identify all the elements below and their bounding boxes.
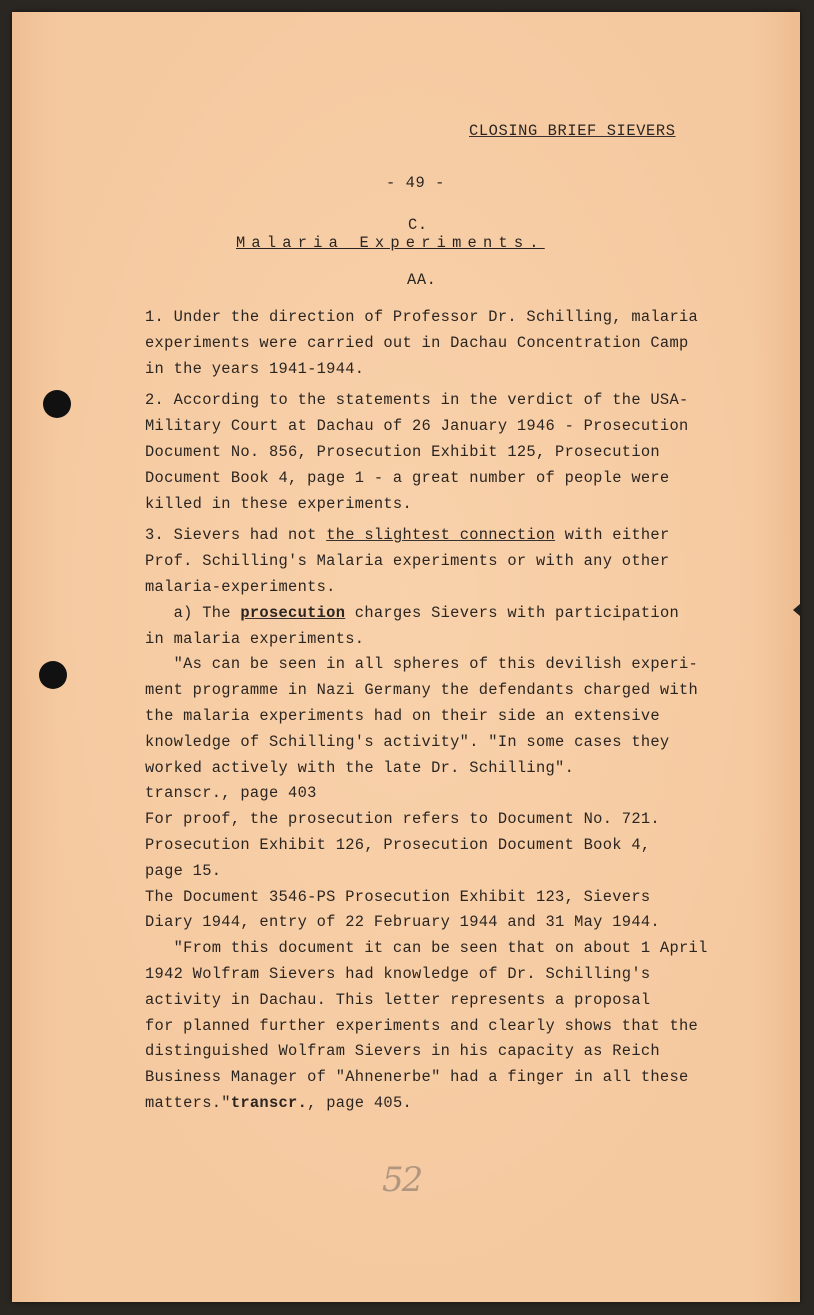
text-line: Military Court at Dachau of 26 January 1946 - Prosecution (145, 417, 689, 436)
text-line: For proof, the prosecution refers to Document No. 721. (145, 810, 660, 829)
handwritten-page-number: 52 (382, 1160, 422, 1200)
text-line: knowledge of Schilling's activity". "In some cases they (145, 732, 670, 751)
text-line: 1942 Wolfram Sievers had knowledge of Dr. Schilling's (145, 964, 651, 983)
proof-paragraph (145, 807, 785, 884)
text-line (145, 523, 785, 549)
paper-edge-tear (793, 604, 800, 616)
document-page (12, 12, 800, 1302)
body-text (145, 305, 785, 1117)
quote-2 (145, 936, 785, 1117)
text-fragment: matters." (145, 1093, 231, 1112)
text-line: Prosecution Exhibit 126, Prosecution Document Book 4, (145, 835, 651, 854)
text-fragment: , page 405. (307, 1093, 413, 1112)
paragraph-1 (145, 305, 785, 382)
text-line (145, 601, 785, 627)
punch-hole-top (43, 390, 71, 418)
paragraph-2 (145, 388, 785, 517)
transcript-reference: transcr., page 403 (145, 784, 317, 803)
text-line: killed in these experiments. (145, 494, 413, 513)
punch-hole-bottom (39, 661, 67, 689)
text-line: 1. Under the direction of Professor Dr. Schilling, malaria (145, 308, 699, 326)
text-line: "As can be seen in all spheres of this devilish experi- (145, 655, 699, 674)
text-line: Document No. 856, Prosecution Exhibit 125, Prosecution (145, 442, 660, 461)
text-fragment: with either (555, 526, 670, 545)
text-line: The Document 3546-PS Prosecution Exhibit 123, Sievers (145, 887, 651, 906)
text-fragment: charges Sievers with participation (345, 603, 680, 622)
text-line: worked actively with the late Dr. Schilling". (145, 758, 575, 777)
document-title: CLOSING BRIEF SIEVERS (469, 122, 676, 140)
text-line: distinguished Wolfram Sievers in his capacity as Reich (145, 1042, 660, 1061)
text-fragment: a) The (145, 603, 241, 622)
section-letter: C. (408, 216, 428, 234)
text-line: page 15. (145, 861, 222, 880)
text-line (145, 1091, 785, 1117)
text-line: experiments were carried out in Dachau Concentration Camp (145, 333, 689, 352)
text-line: activity in Dachau. This letter represents a proposal (145, 990, 651, 1009)
text-fragment: 3. Sievers had not (145, 526, 327, 545)
text-line: Prof. Schilling's Malaria experiments or with any other (145, 552, 670, 571)
quote-1 (145, 652, 785, 781)
text-line: Document Book 4, page 1 - a great number of people were (145, 468, 670, 487)
paragraph-3a (145, 601, 785, 653)
text-line: 2. According to the statements in the verdict of the USA- (145, 391, 689, 410)
underlined-word: prosecution (240, 603, 346, 622)
underlined-phrase: the slightest connection (326, 526, 556, 545)
text-line: Business Manager of "Ahnenerbe" had a finger in all these (145, 1068, 689, 1087)
page-number: - 49 - (386, 174, 446, 192)
document-paragraph (145, 885, 785, 937)
text-line: malaria-experiments. (145, 577, 336, 596)
text-line: "From this document it can be seen that on about 1 April (145, 939, 708, 958)
section-heading: Malaria Experiments. (236, 234, 545, 252)
paragraph-3 (145, 523, 785, 600)
text-line: in malaria experiments. (145, 629, 365, 648)
text-line: the malaria experiments had on their side an extensive (145, 706, 660, 725)
text-line: Diary 1944, entry of 22 February 1944 and 31 May 1944. (145, 913, 660, 932)
text-line: ment programme in Nazi Germany the defendants charged with (145, 681, 699, 700)
text-line: for planned further experiments and clearly shows that the (145, 1016, 699, 1035)
bold-fragment: transcr. (230, 1093, 308, 1112)
subsection-label: AA. (407, 271, 437, 289)
text-line: in the years 1941-1944. (145, 359, 365, 378)
